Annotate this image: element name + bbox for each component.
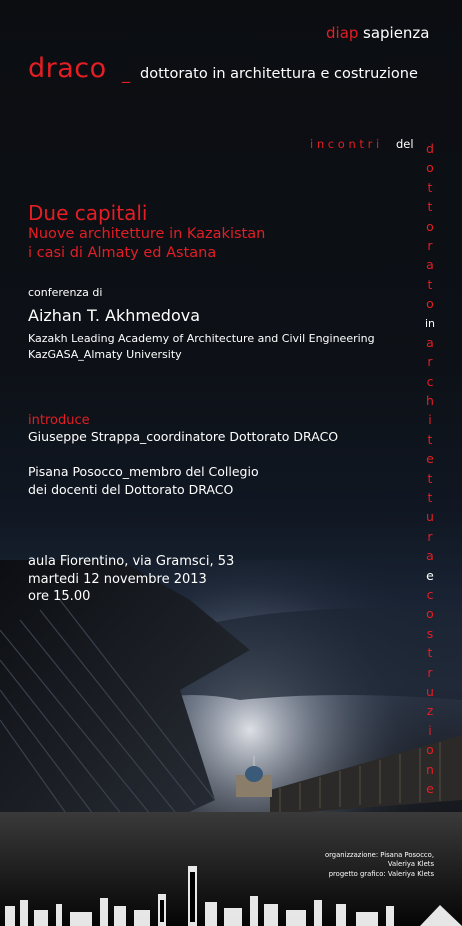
speaker-name: Aizhan T. Akhmedova — [28, 306, 201, 325]
vertical-letter: z — [426, 703, 434, 719]
vertical-letter: c — [426, 373, 434, 389]
vertical-letter: t — [427, 645, 433, 661]
venue-time: ore 15.00 — [28, 589, 91, 604]
vertical-letter: i — [428, 722, 432, 738]
vertical-letter: r — [427, 237, 433, 253]
vertical-letter: e — [426, 451, 434, 467]
draco-subtitle: dottorato in architettura e costruzione — [140, 66, 418, 82]
vertical-letter: t — [427, 431, 433, 447]
vertical-letter: i — [428, 412, 432, 428]
vertical-letter: o — [426, 160, 434, 176]
vertical-letter: o — [426, 218, 434, 234]
vertical-letter: t — [427, 470, 433, 486]
del-label: del — [396, 137, 414, 151]
vertical-letter: o — [426, 742, 434, 758]
credits-graphic: progetto grafico: Valeriya Klets — [328, 870, 434, 878]
vertical-letter: u — [426, 509, 434, 525]
vertical-letter: a — [426, 548, 434, 564]
vertical-letter: o — [426, 296, 434, 312]
vertical-letter: a — [426, 257, 434, 273]
incontri-label: i n c o n t r i — [310, 137, 380, 151]
vertical-letter: t — [427, 199, 433, 215]
credits-org-1: organizzazione: Pisana Posocco, — [324, 851, 434, 859]
vertical-title — [423, 139, 437, 798]
vertical-letter: in — [424, 316, 436, 330]
affiliation-2: KazGASA_Almaty University — [28, 348, 182, 361]
draco-logo: draco — [28, 53, 107, 84]
event-subtitle-2: i casi di Almaty ed Astana — [28, 245, 217, 261]
introducer-2-line1: Pisana Posocco_membro del Collegio — [28, 464, 259, 479]
vertical-letter: u — [426, 683, 434, 699]
affiliation-1: Kazakh Leading Academy of Architecture and Civil Engineering — [28, 332, 375, 345]
event-title: Due capitali — [28, 201, 148, 225]
venue-date: martedi 12 novembre 2013 — [28, 572, 207, 587]
vertical-letter: o — [426, 606, 434, 622]
conference-label: conferenza di — [28, 286, 103, 299]
vertical-letter: s — [426, 625, 434, 641]
vertical-letter: e — [426, 780, 434, 796]
sapienza-label: sapienza — [363, 24, 430, 42]
vertical-letter: r — [427, 664, 433, 680]
introducer-2-line2: dei docenti del Dottorato DRACO — [28, 482, 234, 497]
introducer-1: Giuseppe Strappa_coordinatore Dottorato DRACO — [28, 429, 339, 444]
vertical-letter: n — [426, 761, 434, 777]
vertical-letter: a — [426, 334, 434, 350]
draco-separator: _ — [122, 64, 130, 83]
introduce-label: introduce — [28, 413, 90, 428]
vertical-letter: h — [426, 393, 434, 409]
vertical-letter: c — [426, 586, 434, 602]
event-subtitle-1: Nuove architetture in Kazakistan — [28, 226, 266, 242]
vertical-letter: t — [427, 490, 433, 506]
credits-org-2: Valeriya Klets — [387, 860, 434, 868]
vertical-letter: d — [426, 141, 434, 156]
vertical-letter: r — [427, 528, 433, 544]
diap-label: diap — [326, 24, 359, 42]
vertical-letter: r — [427, 354, 433, 370]
vertical-letter: t — [427, 276, 433, 292]
venue-place: aula Fiorentino, via Gramsci, 53 — [28, 554, 235, 569]
vertical-letter: t — [427, 179, 433, 195]
vertical-letter: e — [426, 567, 434, 583]
